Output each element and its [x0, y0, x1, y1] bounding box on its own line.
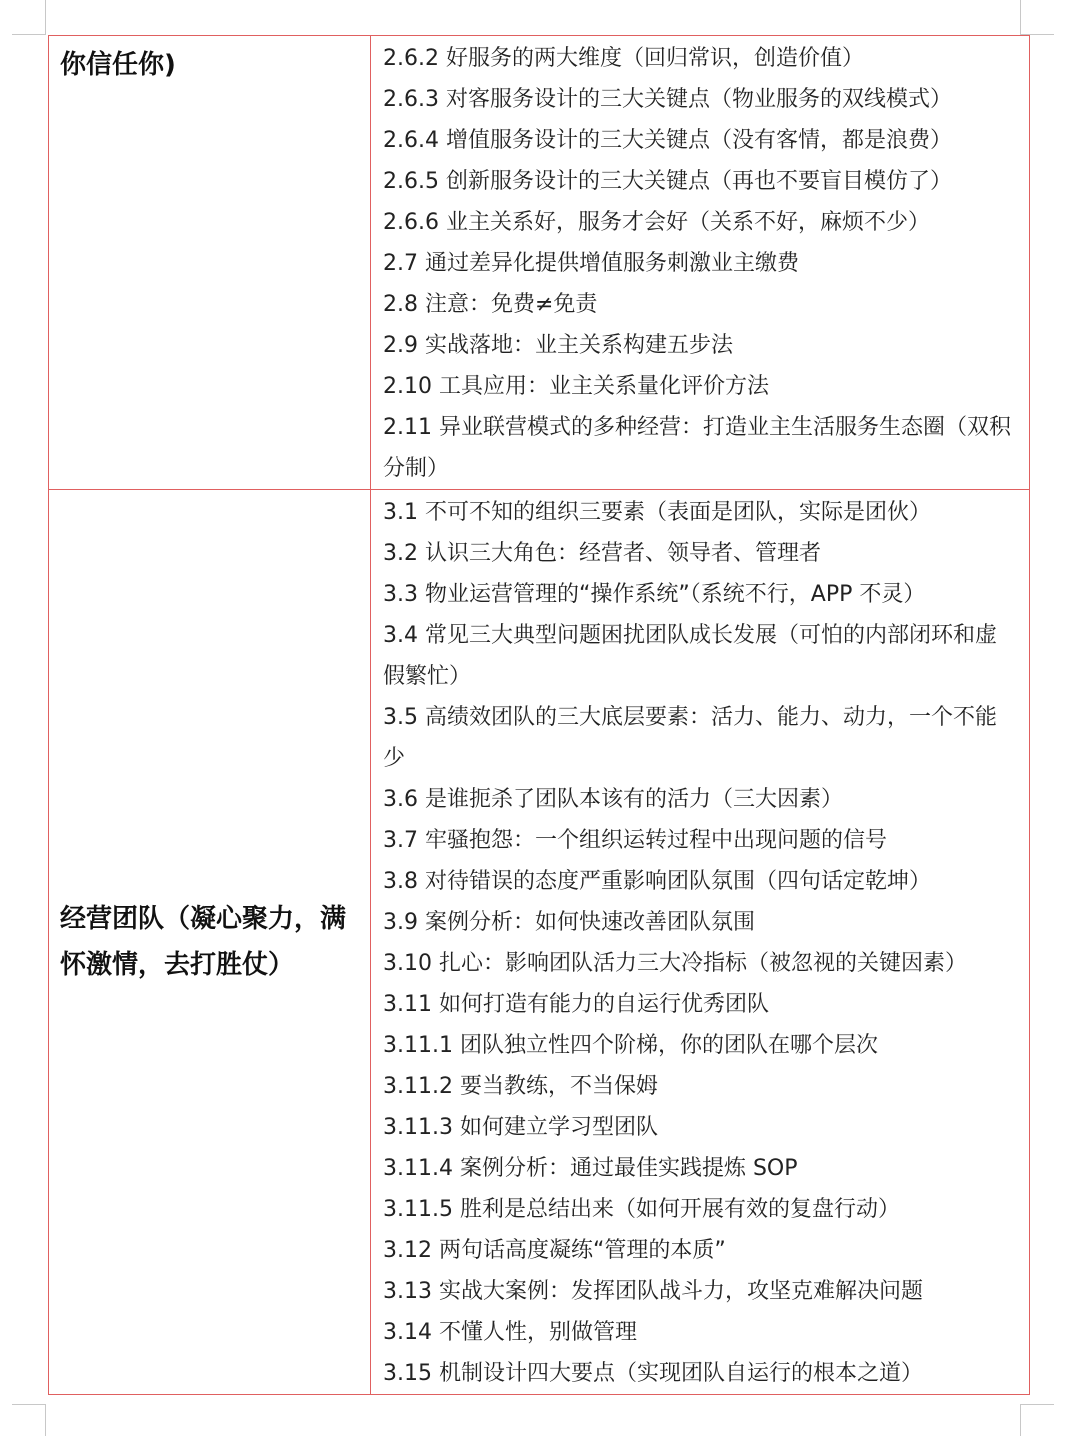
list-item: 3.15 机制设计四大要点（实现团队自运行的根本之道） — [383, 1361, 923, 1386]
list-item: 2.10 工具应用：业主关系量化评价方法 — [383, 374, 769, 399]
list-item: 3.6 是谁扼杀了团队本该有的活力（三大因素） — [383, 787, 843, 812]
list-item: 3.11 如何打造有能力的自运行优秀团队 — [383, 992, 769, 1017]
crop-mark-bottom-right-h — [1020, 1404, 1054, 1405]
section-heading: 你信任你) — [49, 36, 371, 490]
crop-mark-top-left-h — [12, 34, 46, 35]
list-item: 2.7 通过差异化提供增值服务刺激业主缴费 — [383, 251, 799, 276]
list-item: 3.11.4 案例分析：通过最佳实践提炼 SOP — [383, 1156, 798, 1181]
list-item: 3.2 认识三大角色：经营者、领导者、管理者 — [383, 541, 821, 566]
list-item: 3.10 扎心：影响团队活力三大冷指标（被忽视的关键因素） — [383, 951, 967, 976]
course-outline-table — [48, 35, 1030, 1395]
list-item: 2.8 注意：免费≠免责 — [383, 292, 598, 317]
list-item: 2.6.3 对客服务设计的三大关键点（物业服务的双线模式） — [383, 87, 952, 112]
list-item: 2.9 实战落地：业主关系构建五步法 — [383, 333, 733, 358]
section-items-cell — [371, 36, 1030, 490]
list-item: 2.6.2 好服务的两大维度（回归常识，创造价值） — [383, 46, 864, 71]
section-items-cell — [371, 490, 1030, 1395]
list-item: 3.11.5 胜利是总结出来（如何开展有效的复盘行动） — [383, 1197, 900, 1222]
table-row — [49, 490, 1030, 1395]
list-item: 3.3 物业运营管理的“操作系统”（系统不行，APP 不灵） — [383, 582, 926, 607]
list-item: 3.4 常见三大典型问题困扰团队成长发展（可怕的内部闭环和虚假繁忙） — [383, 623, 997, 689]
list-item: 2.11 异业联营模式的多种经营：打造业主生活服务生态圈（双积分制） — [383, 415, 1011, 481]
list-item: 3.13 实战大案例：发挥团队战斗力，攻坚克难解决问题 — [383, 1279, 923, 1304]
crop-mark-top-left-v — [45, 0, 46, 34]
list-item: 3.9 案例分析：如何快速改善团队氛围 — [383, 910, 755, 935]
list-item: 3.8 对待错误的态度严重影响团队氛围（四句话定乾坤） — [383, 869, 931, 894]
section-heading: 经营团队（凝心聚力，满怀激情，去打胜仗） — [49, 490, 371, 1395]
list-item: 3.11.1 团队独立性四个阶梯，你的团队在哪个层次 — [383, 1033, 878, 1058]
crop-mark-bottom-left-v — [45, 1404, 46, 1436]
list-item: 3.14 不懂人性，别做管理 — [383, 1320, 637, 1345]
crop-mark-bottom-right-v — [1020, 1404, 1021, 1436]
list-item: 3.11.3 如何建立学习型团队 — [383, 1115, 658, 1140]
crop-mark-bottom-left-h — [12, 1404, 46, 1405]
list-item: 2.6.4 增值服务设计的三大关键点（没有客情，都是浪费） — [383, 128, 952, 153]
list-item: 2.6.6 业主关系好，服务才会好（关系不好，麻烦不少） — [383, 210, 930, 235]
list-item: 3.1 不可不知的组织三要素（表面是团队，实际是团伙） — [383, 500, 931, 525]
list-item: 3.7 牢骚抱怨：一个组织运转过程中出现问题的信号 — [383, 828, 887, 853]
list-item: 3.5 高绩效团队的三大底层要素：活力、能力、动力，一个不能少 — [383, 705, 997, 771]
list-item: 3.11.2 要当教练，不当保姆 — [383, 1074, 658, 1099]
list-item: 2.6.5 创新服务设计的三大关键点（再也不要盲目模仿了） — [383, 169, 952, 194]
crop-mark-top-right-v — [1020, 0, 1021, 34]
list-item: 3.12 两句话高度凝练“管理的本质” — [383, 1238, 726, 1263]
table-row — [49, 36, 1030, 490]
